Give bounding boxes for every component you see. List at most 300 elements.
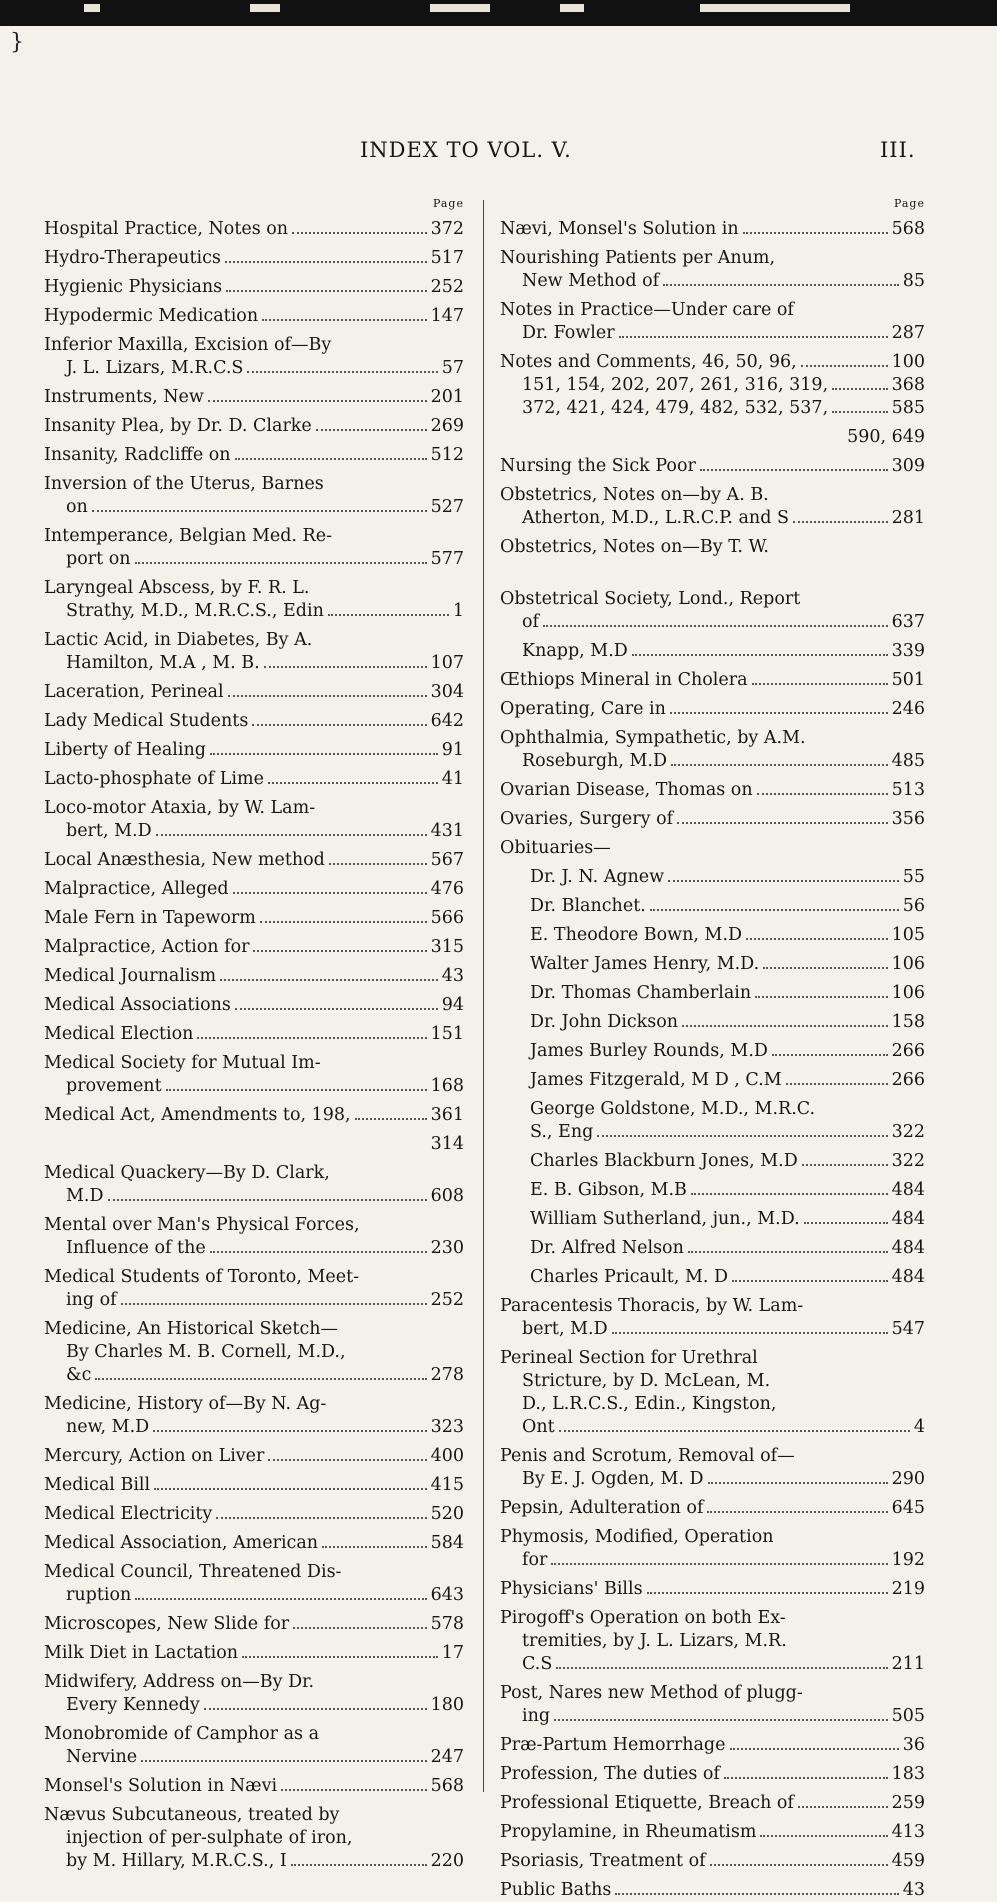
entry-text: Profession, The duties of xyxy=(500,1764,720,1784)
index-entry xyxy=(500,1526,925,1572)
dot-leader xyxy=(710,1864,888,1866)
dot-leader xyxy=(746,938,888,940)
index-entry xyxy=(500,1445,925,1491)
entry-page-number: 105 xyxy=(891,925,925,945)
dot-leader xyxy=(166,1089,427,1091)
index-entry-line xyxy=(44,1266,464,1289)
index-entry xyxy=(44,218,464,241)
entry-text: Psoriasis, Treatment of xyxy=(500,1851,706,1871)
index-entry xyxy=(44,994,464,1017)
entry-text: Lacto-phosphate of Lime xyxy=(44,769,264,789)
entry-text: Œthiops Mineral in Cholera xyxy=(500,670,748,690)
index-entry xyxy=(500,1069,925,1092)
entry-page-number: 36 xyxy=(902,1735,925,1755)
index-entry-continuation xyxy=(500,322,925,345)
index-entry-continuation xyxy=(500,559,925,582)
index-entry-line xyxy=(500,1237,925,1260)
entry-text: Præ-Partum Hemorrhage xyxy=(500,1735,726,1755)
entry-text: Charles Blackburn Jones, M.D xyxy=(530,1151,798,1171)
dot-leader xyxy=(328,614,449,616)
index-entry xyxy=(44,1052,464,1098)
entry-page-number: 608 xyxy=(430,1186,464,1206)
entry-page-number: 41 xyxy=(441,769,464,789)
index-entry-line xyxy=(44,444,464,467)
index-entry-line xyxy=(500,1040,925,1063)
index-entry xyxy=(44,965,464,988)
index-entry-line xyxy=(500,1682,925,1705)
index-entry-continuation xyxy=(44,1416,464,1439)
entry-page-number: 356 xyxy=(891,809,925,829)
entry-text: Paracentesis Thoracis, by W. Lam- xyxy=(500,1296,804,1316)
index-entry-continuation xyxy=(500,1318,925,1341)
index-entry-line xyxy=(44,907,464,930)
entry-text: Hospital Practice, Notes on xyxy=(44,219,289,239)
index-entry-continuation xyxy=(44,1584,464,1607)
index-entry xyxy=(500,1763,925,1786)
dot-leader xyxy=(252,724,426,726)
entry-page-number: 513 xyxy=(891,780,925,800)
entry-text: New Method of xyxy=(522,271,660,291)
dot-leader xyxy=(798,1806,888,1808)
dot-leader xyxy=(668,880,899,882)
dot-leader xyxy=(663,284,899,286)
entry-page-number: 4 xyxy=(913,1417,925,1437)
entry-text: Dr. Thomas Chamberlain xyxy=(530,983,752,1003)
entry-text: James Fitzgerald, M D , C.M xyxy=(530,1070,782,1090)
index-entry xyxy=(44,415,464,438)
column-divider xyxy=(483,200,484,1792)
index-entry xyxy=(500,1266,925,1289)
entry-text: Malpractice, Alleged xyxy=(44,879,229,899)
entry-page-number: 484 xyxy=(891,1180,925,1200)
dot-leader xyxy=(804,1222,888,1224)
entry-page-number: 180 xyxy=(430,1695,464,1715)
entry-text: Medical Students of Toronto, Meet- xyxy=(44,1267,360,1287)
index-entry xyxy=(500,1821,925,1844)
entry-page-number: 476 xyxy=(430,879,464,899)
dot-leader xyxy=(832,388,887,390)
index-entry-line xyxy=(44,1532,464,1555)
entry-page-number: 643 xyxy=(430,1585,464,1605)
index-entry-line xyxy=(500,669,925,692)
entry-page-number: 567 xyxy=(430,850,464,870)
index-entry xyxy=(44,444,464,467)
entry-text: Stricture, by D. McLean, M. xyxy=(522,1371,771,1391)
entry-page-number: 246 xyxy=(891,699,925,719)
dot-leader xyxy=(647,1592,888,1594)
index-entry-continuation xyxy=(500,507,925,530)
dot-leader xyxy=(262,319,426,321)
index-entry-line xyxy=(44,334,464,357)
entry-text: Pirogoff's Operation on both Ex- xyxy=(500,1608,786,1628)
entry-page-number: 590, 649 xyxy=(847,427,925,447)
index-entry-line xyxy=(500,1069,925,1092)
entry-page-number: 585 xyxy=(891,398,925,418)
entry-page-number: 259 xyxy=(891,1793,925,1813)
dot-leader xyxy=(268,1459,426,1461)
entry-text: Roseburgh, M.D xyxy=(522,751,667,771)
entry-text: Strathy, M.D., M.R.C.S., Edin xyxy=(66,601,324,621)
index-entry xyxy=(44,907,464,930)
entry-page-number: 512 xyxy=(430,445,464,465)
dot-leader xyxy=(801,365,888,367)
entry-text: by M. Hillary, M.R.C.S., I xyxy=(66,1851,287,1871)
entry-page-number: 645 xyxy=(891,1498,925,1518)
entry-page-number: 94 xyxy=(441,995,464,1015)
dot-leader xyxy=(92,510,427,512)
index-entry xyxy=(500,1098,925,1144)
index-entries-left xyxy=(44,218,464,1873)
index-entry xyxy=(500,1208,925,1231)
index-column-left xyxy=(44,196,464,1873)
index-entry xyxy=(500,837,925,860)
dot-leader xyxy=(786,1083,888,1085)
index-entry xyxy=(44,577,464,623)
entry-text: Dr. J. N. Agnew xyxy=(530,867,665,887)
dot-leader xyxy=(730,1748,899,1750)
entry-page-number: 577 xyxy=(430,549,464,569)
dot-leader xyxy=(551,1563,887,1565)
index-entry-line xyxy=(500,1763,925,1786)
dot-leader xyxy=(108,1199,427,1201)
dot-leader xyxy=(556,1667,887,1669)
entry-text: By E. J. Ogden, M. D xyxy=(522,1469,704,1489)
entry-page-number: 322 xyxy=(891,1122,925,1142)
index-entry-line xyxy=(500,640,925,663)
dot-leader xyxy=(225,261,427,263)
index-entry-line xyxy=(44,276,464,299)
entry-page-number: 269 xyxy=(430,416,464,436)
entry-text: E. Theodore Bown, M.D xyxy=(530,925,743,945)
entry-page-number: 431 xyxy=(430,821,464,841)
index-entry-line xyxy=(500,351,925,374)
dot-leader xyxy=(732,1280,888,1282)
dot-leader xyxy=(755,996,887,998)
entry-text: Hamilton, M.A , M. B. xyxy=(66,653,260,673)
entry-page-number: 151 xyxy=(430,1024,464,1044)
index-entry xyxy=(500,895,925,918)
index-entry-continuation xyxy=(44,548,464,571)
entry-text: James Burley Rounds, M.D xyxy=(530,1041,768,1061)
index-entry-continuation xyxy=(500,1630,925,1653)
dot-leader xyxy=(235,458,427,460)
entry-page-number: 415 xyxy=(430,1475,464,1495)
index-entry xyxy=(44,1775,464,1798)
index-entry-line xyxy=(44,1393,464,1416)
entry-page-number: 183 xyxy=(891,1764,925,1784)
index-entry-line xyxy=(500,1179,925,1202)
index-entry xyxy=(44,1503,464,1526)
entry-page-number: 91 xyxy=(441,740,464,760)
index-entry-continuation xyxy=(44,1341,464,1364)
index-entry-line xyxy=(500,426,925,449)
index-entry xyxy=(500,1497,925,1520)
entry-text: William Sutherland, jun., M.D. xyxy=(530,1209,800,1229)
entry-text: Medical Journalism xyxy=(44,966,217,986)
index-entry xyxy=(500,924,925,947)
dot-leader xyxy=(793,521,888,523)
entry-page-number: 568 xyxy=(891,219,925,239)
entry-page-number: 55 xyxy=(902,867,925,887)
dot-leader xyxy=(197,1037,426,1039)
entry-text: Laceration, Perineal xyxy=(44,682,224,702)
entry-page-number: 637 xyxy=(891,612,925,632)
entry-text: 151, 154, 202, 207, 261, 316, 319, xyxy=(522,375,829,395)
index-entry xyxy=(500,1792,925,1815)
index-entry-line xyxy=(44,797,464,820)
entry-text: Dr. Fowler xyxy=(522,323,615,343)
dot-leader xyxy=(322,1546,427,1548)
entry-text: Hygienic Physicians xyxy=(44,277,223,297)
dot-leader xyxy=(210,753,438,755)
dot-leader xyxy=(688,1251,888,1253)
entry-text: Physicians' Bills xyxy=(500,1579,643,1599)
index-entry xyxy=(44,710,464,733)
entry-page-number: 147 xyxy=(430,306,464,326)
index-entry-line xyxy=(44,415,464,438)
entry-page-number: 290 xyxy=(891,1469,925,1489)
entry-page-number: 484 xyxy=(891,1209,925,1229)
index-entry xyxy=(500,484,925,530)
dot-leader xyxy=(671,764,888,766)
index-entry-line xyxy=(500,1578,925,1601)
index-entry-line xyxy=(44,1642,464,1665)
entry-text: Charles Pricault, M. D xyxy=(530,1267,729,1287)
entry-text: Operating, Care in xyxy=(500,699,666,719)
index-entry xyxy=(500,1347,925,1439)
entry-text: Local Anæsthesia, New method xyxy=(44,850,325,870)
entry-page-number: 505 xyxy=(891,1706,925,1726)
index-entry xyxy=(500,1295,925,1341)
entry-text: Public Baths xyxy=(500,1880,612,1900)
entry-page-number: 322 xyxy=(891,1151,925,1171)
index-entry-line xyxy=(44,1214,464,1237)
dot-leader xyxy=(772,1054,888,1056)
page-number: III. xyxy=(880,138,916,162)
index-entry xyxy=(500,247,925,293)
entry-text: Ovarian Disease, Thomas on xyxy=(500,780,753,800)
index-entry-line xyxy=(500,1445,925,1468)
entry-text: Notes in Practice—Under care of xyxy=(500,300,794,320)
entry-text: Obstetrics, Notes on—by A. B. xyxy=(500,485,769,505)
entry-page-number: 247 xyxy=(430,1747,464,1767)
entry-page-number: 287 xyxy=(891,323,925,343)
index-entry-line xyxy=(44,218,464,241)
entry-page-number: 527 xyxy=(430,497,464,517)
entry-text: Penis and Scrotum, Removal of— xyxy=(500,1446,795,1466)
entry-page-number: 168 xyxy=(430,1076,464,1096)
dot-leader xyxy=(612,1332,888,1334)
index-entry xyxy=(500,588,925,634)
entry-text: Propylamine, in Rheumatism xyxy=(500,1822,757,1842)
index-entry xyxy=(500,1578,925,1601)
index-entry-line xyxy=(44,1775,464,1798)
entry-page-number: 578 xyxy=(430,1614,464,1634)
entry-text: By Charles M. B. Cornell, M.D., xyxy=(66,1342,346,1362)
index-entry-continuation xyxy=(44,1746,464,1769)
entry-text: George Goldstone, M.D., M.R.C. xyxy=(530,1099,816,1119)
entry-text: bert, M.D xyxy=(66,821,152,841)
index-entry xyxy=(44,1162,464,1208)
dot-leader xyxy=(707,1511,887,1513)
dot-leader xyxy=(832,411,887,413)
entry-text: Pepsin, Adulteration of xyxy=(500,1498,704,1518)
index-entry-continuation xyxy=(500,270,925,293)
index-entry xyxy=(500,982,925,1005)
entry-page-number: 281 xyxy=(891,508,925,528)
entry-text: E. B. Gibson, M.B xyxy=(530,1180,687,1200)
index-entry-continuation xyxy=(500,1549,925,1572)
entry-text: Knapp, M.D xyxy=(522,641,628,661)
dot-leader xyxy=(677,822,887,824)
index-entry xyxy=(500,698,925,721)
entry-text: Male Fern in Tapeworm xyxy=(44,908,256,928)
entry-text: on xyxy=(66,497,88,517)
index-entry-continuation xyxy=(500,397,925,420)
index-entry xyxy=(500,455,925,478)
entry-text: of xyxy=(522,612,540,632)
entry-page-number: 1 xyxy=(452,601,464,621)
entry-page-number: 43 xyxy=(441,966,464,986)
dot-leader xyxy=(554,1719,888,1721)
entry-text: ing of xyxy=(66,1290,117,1310)
index-entry-continuation xyxy=(44,496,464,519)
index-entry-line xyxy=(44,629,464,652)
dot-leader xyxy=(700,469,888,471)
index-entry-line xyxy=(44,681,464,704)
index-entry-line xyxy=(500,247,925,270)
entry-text: Perineal Section for Urethral xyxy=(500,1348,758,1368)
entry-text: Loco-motor Ataxia, by W. Lam- xyxy=(44,798,316,818)
dot-leader xyxy=(204,1708,427,1710)
entry-text: Medical Council, Threatened Dis- xyxy=(44,1562,342,1582)
entry-page-number: 517 xyxy=(430,248,464,268)
dot-leader xyxy=(752,683,888,685)
index-entry-line xyxy=(500,218,925,241)
entry-text: Milk Diet in Lactation xyxy=(44,1643,239,1663)
index-entry-line xyxy=(500,1850,925,1873)
entry-text: Hypodermic Medication xyxy=(44,306,259,326)
entry-text: 372, 421, 424, 479, 482, 532, 537, xyxy=(522,398,829,418)
entry-text: provement xyxy=(66,1076,162,1096)
index-entry xyxy=(44,1642,464,1665)
index-entry xyxy=(44,739,464,762)
dot-leader xyxy=(329,863,427,865)
entry-page-number: 485 xyxy=(891,751,925,771)
entry-page-number: 361 xyxy=(430,1105,464,1125)
index-entry-line xyxy=(44,1162,464,1185)
entry-text: Obstetrical Society, Lond., Report xyxy=(500,589,801,609)
dot-leader xyxy=(292,232,427,234)
entry-page-number: 201 xyxy=(430,387,464,407)
entry-page-number: 106 xyxy=(891,954,925,974)
index-entry-line xyxy=(44,1445,464,1468)
index-entry-continuation xyxy=(44,357,464,380)
index-entry-line xyxy=(500,837,925,860)
entry-text: Medical Society for Mutual Im- xyxy=(44,1053,321,1073)
entry-page-number: 192 xyxy=(891,1550,925,1570)
dot-leader xyxy=(121,1303,427,1305)
index-entry-continuation xyxy=(500,1121,925,1144)
index-entry xyxy=(44,1613,464,1636)
entry-page-number: 566 xyxy=(430,908,464,928)
entry-text: Obstetrics, Notes on—By T. W. xyxy=(500,537,769,557)
index-entry-continuation xyxy=(500,1370,925,1393)
index-entry xyxy=(500,866,925,889)
index-entry-continuation xyxy=(44,652,464,675)
index-entry-line xyxy=(44,247,464,270)
entry-text: Professional Etiquette, Breach of xyxy=(500,1793,794,1813)
entry-text: Obituaries— xyxy=(500,838,611,858)
entry-text: Medical Quackery—By D. Clark, xyxy=(44,1163,330,1183)
entry-page-number: 547 xyxy=(891,1319,925,1339)
index-entry-line xyxy=(44,1133,464,1156)
index-entry xyxy=(44,305,464,328)
index-entry-line xyxy=(500,982,925,1005)
dot-leader xyxy=(228,695,427,697)
dot-leader xyxy=(293,1627,426,1629)
dot-leader xyxy=(153,1430,426,1432)
index-entry-line xyxy=(44,473,464,496)
index-entry-line xyxy=(500,588,925,611)
page-column-heading: Page xyxy=(893,197,925,210)
entry-text: Medicine, An Historical Sketch— xyxy=(44,1319,339,1339)
entry-page-number: 413 xyxy=(891,1822,925,1842)
index-entry-line xyxy=(44,1804,464,1827)
index-entry-line xyxy=(500,727,925,750)
index-entry-continuation xyxy=(44,1237,464,1260)
index-entry-line xyxy=(44,965,464,988)
dot-leader xyxy=(316,429,427,431)
entry-text: Notes and Comments, 46, 50, 96, xyxy=(500,352,797,372)
dot-leader xyxy=(291,1864,427,1866)
index-entry-line xyxy=(44,386,464,409)
entry-page-number: 400 xyxy=(430,1446,464,1466)
entry-text: Inferior Maxilla, Excision of—By xyxy=(44,335,332,355)
index-entry-line xyxy=(44,1023,464,1046)
index-entry xyxy=(500,351,925,420)
index-entry xyxy=(44,1214,464,1260)
index-entry-line xyxy=(500,1208,925,1231)
index-entry xyxy=(44,1133,464,1156)
entry-text: Medicine, History of—By N. Ag- xyxy=(44,1394,327,1414)
index-entry-line xyxy=(44,1052,464,1075)
dot-leader xyxy=(95,1378,426,1380)
index-entry xyxy=(500,536,925,582)
dot-leader xyxy=(242,1656,438,1658)
entry-text: Hydro-Therapeutics xyxy=(44,248,221,268)
entry-text: D., L.R.C.S., Edin., Kingston, xyxy=(522,1394,777,1414)
index-entry xyxy=(500,1150,925,1173)
index-entry xyxy=(44,681,464,704)
dot-leader xyxy=(743,232,888,234)
entry-text: Medical Bill xyxy=(44,1475,151,1495)
index-entry-line xyxy=(44,1474,464,1497)
dot-leader xyxy=(615,1893,898,1895)
index-entry-line xyxy=(500,1150,925,1173)
entry-text: Dr. Alfred Nelson xyxy=(530,1238,684,1258)
index-entry-continuation xyxy=(44,1694,464,1717)
index-entry-line xyxy=(500,866,925,889)
dot-leader xyxy=(682,1025,888,1027)
entry-page-number: 266 xyxy=(891,1041,925,1061)
dot-leader xyxy=(802,1164,888,1166)
index-entry-line xyxy=(500,1266,925,1289)
entry-text: Medical Electricity xyxy=(44,1504,213,1524)
index-entry-continuation xyxy=(500,1416,925,1439)
dot-leader xyxy=(216,1517,426,1519)
dot-leader xyxy=(264,666,427,668)
